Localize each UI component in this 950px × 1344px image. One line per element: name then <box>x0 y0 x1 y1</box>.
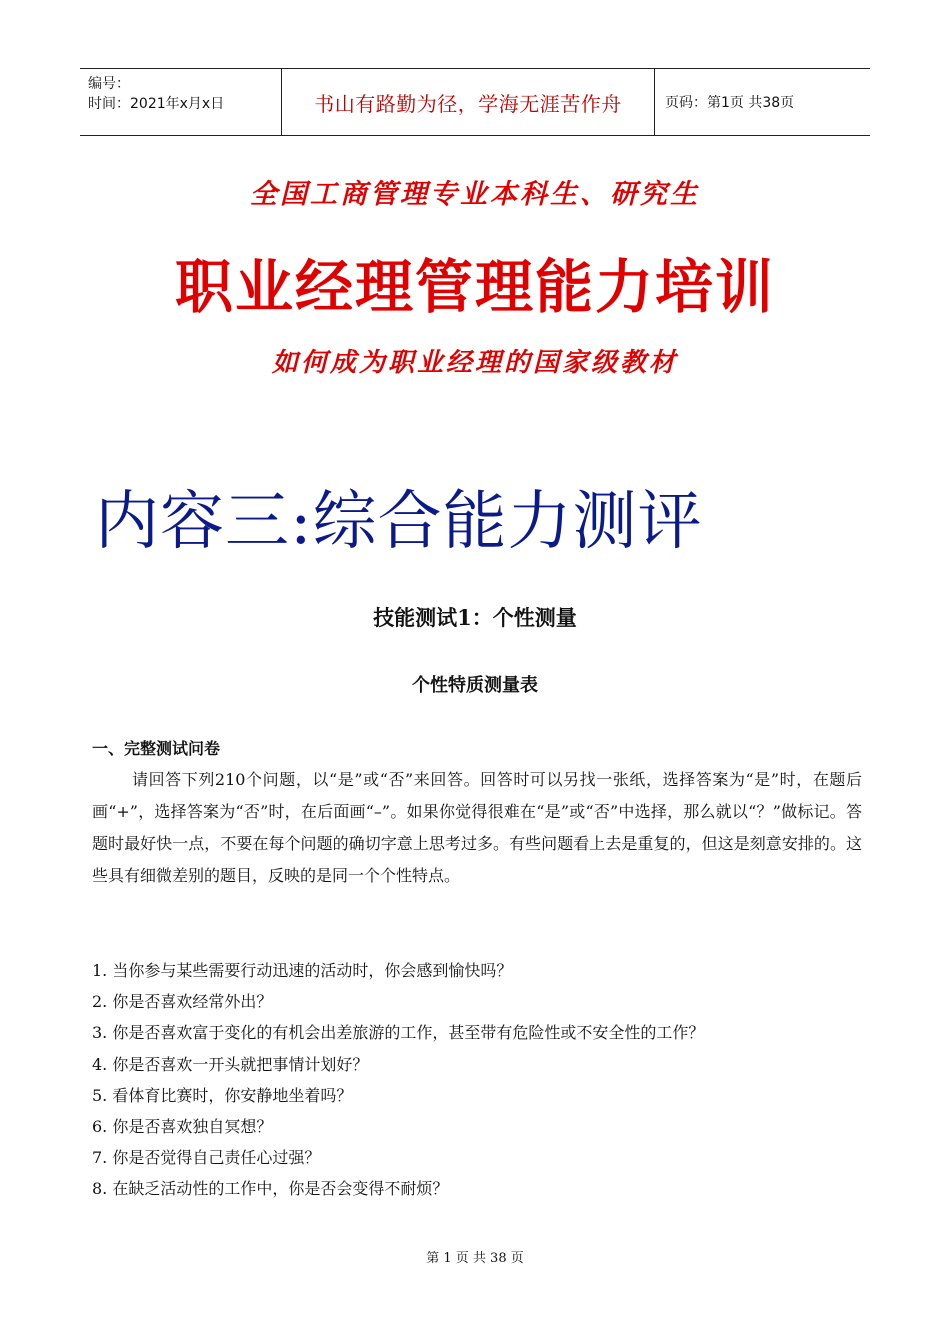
question-item: 6. 你是否喜欢独自冥想？ <box>92 1116 273 1136</box>
skill-test-title: 技能测试1：个性测量 <box>373 605 577 630</box>
page-info: 页码：第1页 共38页 <box>665 95 795 111</box>
banner-title-line1: 全国工商管理专业本科生、研究生 <box>250 179 700 210</box>
banner-title-line3: 如何成为职业经理的国家级教材 <box>271 348 678 378</box>
header-meta-cell <box>80 69 282 135</box>
question-list <box>92 955 862 1205</box>
serial-label: 编号： <box>88 76 130 92</box>
intro-paragraph: 请回答下列210个问题，以“是”或“否”来回答。回答时可以另找一张纸，选择答案为“是”时，在题后画“+”，选择答案为“否”时，在后面画“–”。如果你觉得很难在“是”或“否”中选择，那么就以“？”做标记。答题时最好快一点，不要在每个问题的确切字意上思考过多。有些问题看上去是重复的，但这是刻意安排的。这些具有细微差别的题目，反映的是同一个个性特点。 <box>92 770 862 885</box>
question-item: 3. 你是否喜欢富于变化的有机会出差旅游的工作，甚至带有危险性或不安全性的工作？ <box>92 1023 705 1043</box>
content-title: 内容三:综合能力测评 <box>95 485 703 559</box>
table-title: 个性特质测量表 <box>412 675 538 696</box>
header-table <box>80 68 870 136</box>
header-motto-cell <box>282 69 655 135</box>
question-item: 8. 在缺乏活动性的工作中，你是否会变得不耐烦？ <box>92 1179 449 1199</box>
section-heading: 一、完整测试问卷 <box>92 739 221 758</box>
question-item: 5. 看体育比赛时，你安静地坐着吗？ <box>92 1085 353 1105</box>
date-line: 时间：2021年x月x日 <box>88 96 225 112</box>
banner-title-main: 职业经理管理能力培训 <box>174 253 775 321</box>
question-item: 1. 当你参与某些需要行动迅速的活动时，你会感到愉快吗？ <box>92 961 513 980</box>
page-footer: 第 1 页 共 38 页 <box>426 1251 524 1266</box>
header-page-cell <box>655 69 870 135</box>
question-item: 7. 你是否觉得自己责任心过强？ <box>92 1148 321 1168</box>
motto-text: 书山有路勤为径，学海无涯苦作舟 <box>314 91 622 116</box>
question-item: 4. 你是否喜欢一开头就把事情计划好？ <box>92 1054 369 1074</box>
question-item: 2. 你是否喜欢经常外出？ <box>92 992 273 1012</box>
